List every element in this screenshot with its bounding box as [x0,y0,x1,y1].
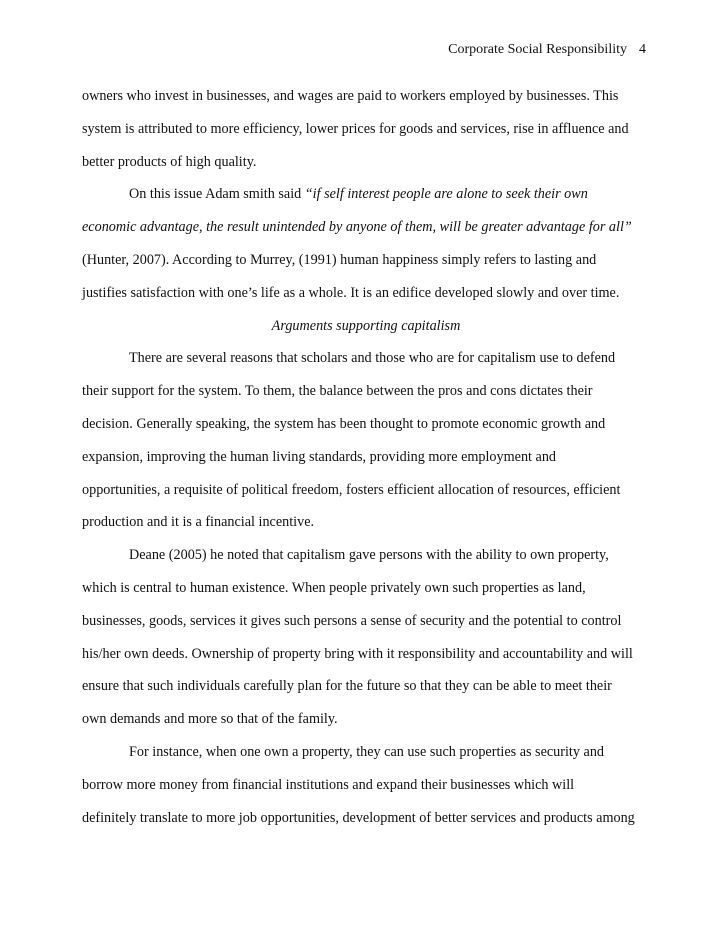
text-line: his/her own deeds. Ownership of property bring with it responsibility and accountability and will [82,645,633,662]
text-line: justifies satisfaction with one’s life as a whole. It is an edifice developed slowly and over time. [82,284,620,301]
section-heading: Arguments supporting capitalism [271,317,461,334]
text-line: own demands and more so that of the family. [82,711,338,728]
page-number: 4 [639,42,646,57]
text-line: (Hunter, 2007). According to Murrey, (1991) human happiness simply refers to lasting and [82,251,597,268]
text-run: On this issue Adam smith said [129,186,305,203]
text-line: decision. Generally speaking, the system has been thought to promote economic growth and [82,415,606,432]
text-line: production and it is a financial incentive. [82,514,315,531]
text-line: For instance, when one own a property, they can use such properties as security and [129,743,605,760]
text-line: Deane (2005) he noted that capitalism gave persons with the ability to own property, [129,547,609,564]
text-line: businesses, goods, services it gives such persons a sense of security and the potential to control [82,612,622,629]
text-line: There are several reasons that scholars and those who are for capitalism use to defend [129,350,616,367]
text-line: borrow more money from financial institutions and expand their businesses which will [82,776,575,793]
running-head [448,40,646,60]
quotation: “if self interest people are alone to seek their own [304,186,588,203]
text-line: their support for the system. To them, the balance between the pros and cons dictates their [82,383,593,400]
text-line [82,184,650,217]
text-line: expansion, improving the human living standards, providing more employment and [82,448,557,465]
body-text [82,86,650,840]
text-line: owners who invest in businesses, and wages are paid to workers employed by businesses. This [82,88,619,104]
text-line: which is central to human existence. When people privately own such properties as land, [82,579,586,596]
text-line: better products of high quality. [82,153,257,170]
text-line: system is attributed to more efficiency, lower prices for goods and services, rise in affluence and [82,120,629,137]
text-line: definitely translate to more job opportunities, development of better services and products among [82,809,635,826]
quotation-line: economic advantage, the result unintended by anyone of them, will be greater advantage for all” [82,219,632,236]
running-head-title: Corporate Social Responsibility [448,42,627,57]
text-line: ensure that such individuals carefully plan for the future so that they can be able to meet their [82,678,612,695]
text-line: opportunities, a requisite of political freedom, fosters efficient allocation of resources, efficient [82,481,621,498]
